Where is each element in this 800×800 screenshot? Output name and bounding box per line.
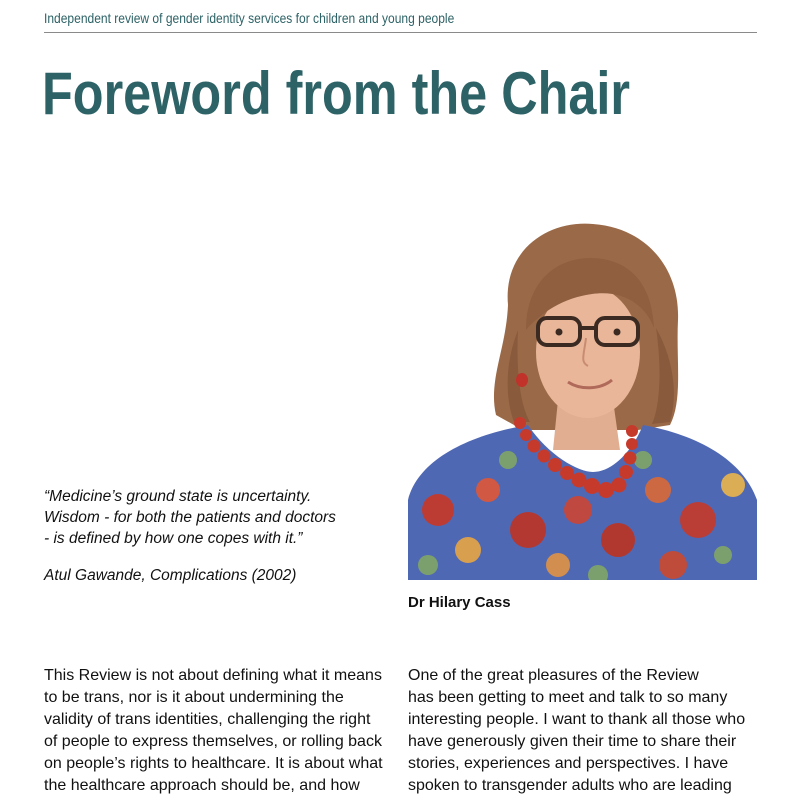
text-line: has been getting to meet and talk to so many	[408, 689, 728, 706]
epigraph-quote	[44, 486, 384, 549]
text-line: have generously given their time to share their	[408, 733, 737, 750]
running-head: Independent review of gender identity services for children and young people	[44, 10, 455, 26]
text-line: to be trans, nor is it about undermining the	[44, 689, 344, 706]
text-line: validity of trans identities, challenging the right	[44, 711, 371, 728]
body-column-right	[408, 665, 758, 797]
body-column-left	[44, 665, 394, 797]
text-line: stories, experiences and perspectives. I have	[408, 755, 729, 772]
text-line: the healthcare approach should be, and how	[44, 777, 360, 794]
quote-attribution: Atul Gawande, Complications (2002)	[44, 567, 297, 584]
text-line: One of the great pleasures of the Review	[408, 667, 699, 684]
page-title: Foreword from the Chair	[42, 60, 631, 127]
text-line: spoken to transgender adults who are leading	[408, 777, 732, 794]
quote-line: Wisdom - for both the patients and doctors	[44, 509, 336, 526]
text-line: of people to express themselves, or rolling back	[44, 733, 382, 750]
quote-line: “Medicine’s ground state is uncertainty.	[44, 488, 312, 505]
portrait-caption: Dr Hilary Cass	[408, 594, 511, 611]
quote-line: - is defined by how one copes with it.”	[44, 530, 303, 547]
text-line: This Review is not about defining what it means	[44, 667, 382, 684]
portrait-photo	[408, 210, 757, 580]
text-line: on people’s rights to healthcare. It is about what	[44, 755, 383, 772]
text-line: interesting people. I want to thank all those who	[408, 711, 746, 728]
header-rule	[44, 32, 757, 33]
